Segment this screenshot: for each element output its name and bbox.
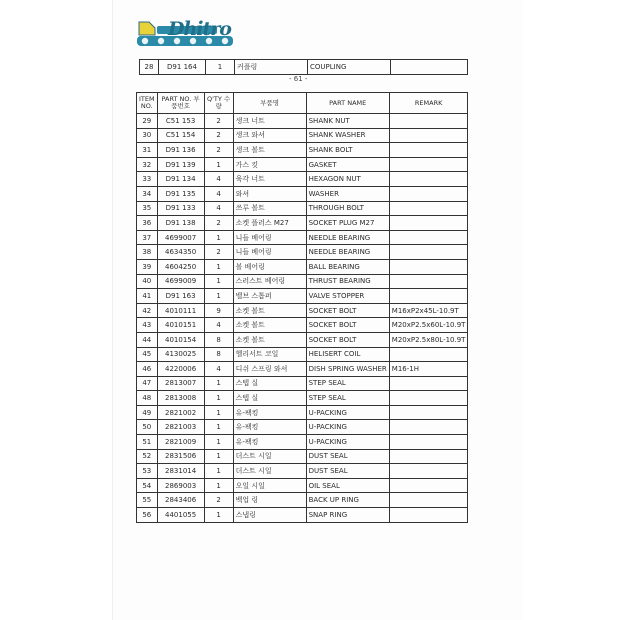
part-no-cell: 2831506: [157, 449, 204, 464]
qty-cell: 8: [204, 332, 233, 347]
korean-name-cell: 소켓 볼트: [233, 318, 306, 333]
qty-cell: 1: [204, 157, 233, 172]
header-qty: Q'TY 수량: [204, 93, 233, 114]
part-name-cell: SOCKET BOLT: [306, 303, 389, 318]
qty-cell: 2: [204, 216, 233, 231]
remark-cell: [389, 464, 468, 479]
part-name-cell: U-PACKING: [306, 420, 389, 435]
part-no-cell: 4010154: [157, 332, 204, 347]
korean-name-cell: 헬리서트 코일: [233, 347, 306, 362]
qty-cell: 4: [204, 362, 233, 377]
part-no-cell: 2869003: [157, 478, 204, 493]
table-row: [137, 435, 468, 450]
qty-cell: 2: [204, 143, 233, 158]
korean-name-cell: 생크 볼트: [233, 143, 306, 158]
qty-cell: 2: [204, 128, 233, 143]
part-no-cell: 2843406: [157, 493, 204, 508]
item-cell: 42: [137, 303, 158, 318]
header-part-name: PART NAME: [306, 93, 389, 114]
remark-cell: [389, 143, 468, 158]
item-cell: 43: [137, 318, 158, 333]
table-row: [140, 60, 468, 75]
parts-table: [136, 92, 468, 523]
part-name-cell: STEP SEAL: [306, 391, 389, 406]
item-cell: 41: [137, 289, 158, 304]
logo-text: Dhitro: [168, 18, 231, 40]
qty-cell: 1: [204, 376, 233, 391]
remark-cell: [389, 186, 468, 201]
korean-name-cell: 백업 링: [233, 493, 306, 508]
item-cell: 44: [137, 332, 158, 347]
remark-cell: [389, 172, 468, 187]
qty-cell: 1: [204, 464, 233, 479]
table-row: [137, 216, 468, 231]
remark-cell: [389, 508, 468, 523]
table-row: [137, 289, 468, 304]
item-cell: 37: [137, 230, 158, 245]
remark-cell: [389, 274, 468, 289]
item-cell: 56: [137, 508, 158, 523]
previous-row-table: [139, 59, 468, 75]
korean-name-cell: 스텝 실: [233, 376, 306, 391]
qty-cell: 1: [204, 274, 233, 289]
table-row: [137, 230, 468, 245]
part-no-cell: 2831014: [157, 464, 204, 479]
qty-cell: 1: [204, 508, 233, 523]
remark-cell: M20xP2.5x60L-10.9T: [389, 318, 468, 333]
qty-cell: 2: [204, 493, 233, 508]
korean-name-cell: 소켓 볼트: [233, 332, 306, 347]
item-cell: 36: [137, 216, 158, 231]
qty-cell: 4: [204, 186, 233, 201]
remark-cell: M16-1H: [389, 362, 468, 377]
part-name-cell: DISH SPRING WASHER: [306, 362, 389, 377]
part-no-cell: 4010111: [157, 303, 204, 318]
item-cell: 29: [137, 114, 158, 129]
korean-name-cell: 유-팩킹: [233, 420, 306, 435]
table-row: [137, 157, 468, 172]
qty-cell: 1: [204, 478, 233, 493]
part-name-cell: NEEDLE BEARING: [306, 245, 389, 260]
remark-cell: [389, 435, 468, 450]
table-row: [137, 303, 468, 318]
qty-cell: 2: [204, 114, 233, 129]
qty-cell: 4: [204, 172, 233, 187]
remark-cell: [389, 128, 468, 143]
part-no-cell: 2821009: [157, 435, 204, 450]
table-row: [137, 478, 468, 493]
part-name-cell: SHANK NUT: [306, 114, 389, 129]
korean-name-cell: 스텝 실: [233, 391, 306, 406]
korean-name-cell: 육각 너트: [233, 172, 306, 187]
header-remark: REMARK: [389, 93, 468, 114]
korean-name-cell: 소켓 볼트: [233, 303, 306, 318]
page-number: - 61 -: [289, 75, 308, 83]
part-name-cell: STEP SEAL: [306, 376, 389, 391]
table-row: [137, 201, 468, 216]
part-no-cell: C51 153: [157, 114, 204, 129]
item-cell: 48: [137, 391, 158, 406]
korean-name-cell: 니들 베어링: [233, 245, 306, 260]
remark-cell: [389, 376, 468, 391]
item-cell: 30: [137, 128, 158, 143]
korean-name-cell: 스냅링: [233, 508, 306, 523]
part-name-cell: SOCKET BOLT: [306, 318, 389, 333]
table-row: [137, 332, 468, 347]
part-no-cell: 4634350: [157, 245, 204, 260]
table-row: [137, 245, 468, 260]
korean-name-cell: 디쉬 스프링 와셔: [233, 362, 306, 377]
item-cell: 28: [140, 60, 159, 75]
item-cell: 47: [137, 376, 158, 391]
part-no-cell: D91 133: [157, 201, 204, 216]
korean-name-cell: 가스 킷: [233, 157, 306, 172]
qty-cell: 1: [204, 420, 233, 435]
part-no-cell: D91 136: [157, 143, 204, 158]
item-cell: 52: [137, 449, 158, 464]
item-cell: 35: [137, 201, 158, 216]
remark-cell: [389, 347, 468, 362]
header-part-no: PART NO. 부품번호: [157, 93, 204, 114]
table-row: [137, 274, 468, 289]
korean-name-cell: 스러스트 베어링: [233, 274, 306, 289]
part-name-cell: GASKET: [306, 157, 389, 172]
qty-cell: 8: [204, 347, 233, 362]
table-row: [137, 143, 468, 158]
part-name-cell: HELISERT COIL: [306, 347, 389, 362]
korean-name-cell: 커플링: [235, 60, 308, 75]
item-cell: 54: [137, 478, 158, 493]
table-row: [137, 347, 468, 362]
part-no-cell: D91 163: [157, 289, 204, 304]
korean-name-cell: 더스트 시일: [233, 449, 306, 464]
qty-cell: 9: [204, 303, 233, 318]
part-no-cell: 4604250: [157, 259, 204, 274]
part-name-cell: BACK UP RING: [306, 493, 389, 508]
remark-cell: [389, 201, 468, 216]
part-name-cell: THROUGH BOLT: [306, 201, 389, 216]
korean-name-cell: 볼 베어링: [233, 259, 306, 274]
part-name-cell: HEXAGON NUT: [306, 172, 389, 187]
part-no-cell: 4010151: [157, 318, 204, 333]
table-row: [137, 186, 468, 201]
part-name-cell: WASHER: [306, 186, 389, 201]
logo-wheel: [158, 38, 164, 44]
qty-cell: 4: [204, 318, 233, 333]
qty-cell: 1: [204, 259, 233, 274]
part-name-cell: DUST SEAL: [306, 449, 389, 464]
table-row: [137, 405, 468, 420]
qty-cell: 1: [204, 289, 233, 304]
remark-cell: [389, 391, 468, 406]
qty-cell: 1: [204, 449, 233, 464]
item-cell: 32: [137, 157, 158, 172]
table-row: [137, 172, 468, 187]
table-row: [137, 493, 468, 508]
item-cell: 50: [137, 420, 158, 435]
part-no-cell: D91 138: [157, 216, 204, 231]
qty-cell: 1: [204, 435, 233, 450]
item-cell: 46: [137, 362, 158, 377]
remark-cell: [389, 259, 468, 274]
remark-cell: [391, 60, 468, 75]
remark-cell: [389, 289, 468, 304]
korean-name-cell: 와셔: [233, 186, 306, 201]
item-cell: 40: [137, 274, 158, 289]
part-name-cell: SHANK BOLT: [306, 143, 389, 158]
table-row: [137, 128, 468, 143]
part-name-cell: COUPLING: [308, 60, 391, 75]
remark-cell: [389, 157, 468, 172]
header-item: ITEM NO.: [137, 93, 158, 114]
part-name-cell: SOCKET BOLT: [306, 332, 389, 347]
remark-cell: [389, 216, 468, 231]
table-row: [137, 391, 468, 406]
item-cell: 34: [137, 186, 158, 201]
logo-wheel: [142, 38, 148, 44]
part-no-cell: 4401055: [157, 508, 204, 523]
item-cell: 31: [137, 143, 158, 158]
qty-cell: 1: [206, 60, 235, 75]
header-korean-name: 부품명: [233, 93, 306, 114]
korean-name-cell: 니들 베어링: [233, 230, 306, 245]
remark-cell: [389, 449, 468, 464]
table-row: [137, 259, 468, 274]
part-name-cell: VALVE STOPPER: [306, 289, 389, 304]
part-name-cell: U-PACKING: [306, 405, 389, 420]
table-row: [137, 449, 468, 464]
item-cell: 49: [137, 405, 158, 420]
item-cell: 33: [137, 172, 158, 187]
item-cell: 45: [137, 347, 158, 362]
remark-cell: [389, 420, 468, 435]
remark-cell: M16xP2x45L-10.9T: [389, 303, 468, 318]
part-no-cell: 4699009: [157, 274, 204, 289]
part-no-cell: 2821002: [157, 405, 204, 420]
item-cell: 38: [137, 245, 158, 260]
part-no-cell: 2813007: [157, 376, 204, 391]
table-row: [137, 420, 468, 435]
logo-cab: [139, 22, 155, 35]
remark-cell: [389, 114, 468, 129]
item-cell: 39: [137, 259, 158, 274]
item-cell: 53: [137, 464, 158, 479]
part-name-cell: OIL SEAL: [306, 478, 389, 493]
part-name-cell: DUST SEAL: [306, 464, 389, 479]
item-cell: 51: [137, 435, 158, 450]
item-cell: 55: [137, 493, 158, 508]
qty-cell: 1: [204, 391, 233, 406]
korean-name-cell: 더스트 시일: [233, 464, 306, 479]
korean-name-cell: 쓰루 볼트: [233, 201, 306, 216]
table-row: [137, 508, 468, 523]
part-name-cell: SHANK WASHER: [306, 128, 389, 143]
table-row: [137, 318, 468, 333]
qty-cell: 4: [204, 201, 233, 216]
korean-name-cell: 유-팩킹: [233, 435, 306, 450]
qty-cell: 1: [204, 230, 233, 245]
korean-name-cell: 소켓 플러스 M27: [233, 216, 306, 231]
remark-cell: [389, 230, 468, 245]
part-no-cell: 4220006: [157, 362, 204, 377]
part-no-cell: 2821003: [157, 420, 204, 435]
table-row: [137, 464, 468, 479]
part-no-cell: C51 154: [157, 128, 204, 143]
korean-name-cell: 오일 시일: [233, 478, 306, 493]
part-name-cell: U-PACKING: [306, 435, 389, 450]
korean-name-cell: 생크 너트: [233, 114, 306, 129]
part-name-cell: SNAP RING: [306, 508, 389, 523]
part-no-cell: 4699007: [157, 230, 204, 245]
korean-name-cell: 밸브 스톱퍼: [233, 289, 306, 304]
remark-cell: M20xP2.5x80L-10.9T: [389, 332, 468, 347]
qty-cell: 1: [204, 405, 233, 420]
part-no-cell: D91 135: [157, 186, 204, 201]
korean-name-cell: 유-팩킹: [233, 405, 306, 420]
remark-cell: [389, 245, 468, 260]
part-no-cell: D91 139: [157, 157, 204, 172]
part-name-cell: BALL BEARING: [306, 259, 389, 274]
table-header-row: [137, 93, 468, 114]
table-row: [137, 362, 468, 377]
qty-cell: 2: [204, 245, 233, 260]
part-no-cell: D91 134: [157, 172, 204, 187]
part-no-cell: D91 164: [159, 60, 206, 75]
part-name-cell: THRUST BEARING: [306, 274, 389, 289]
korean-name-cell: 생크 와셔: [233, 128, 306, 143]
remark-cell: [389, 493, 468, 508]
table-row: [137, 114, 468, 129]
table-row: [137, 376, 468, 391]
remark-cell: [389, 478, 468, 493]
part-no-cell: 2813008: [157, 391, 204, 406]
part-name-cell: SOCKET PLUG M27: [306, 216, 389, 231]
part-no-cell: 4130025: [157, 347, 204, 362]
part-name-cell: NEEDLE BEARING: [306, 230, 389, 245]
remark-cell: [389, 405, 468, 420]
